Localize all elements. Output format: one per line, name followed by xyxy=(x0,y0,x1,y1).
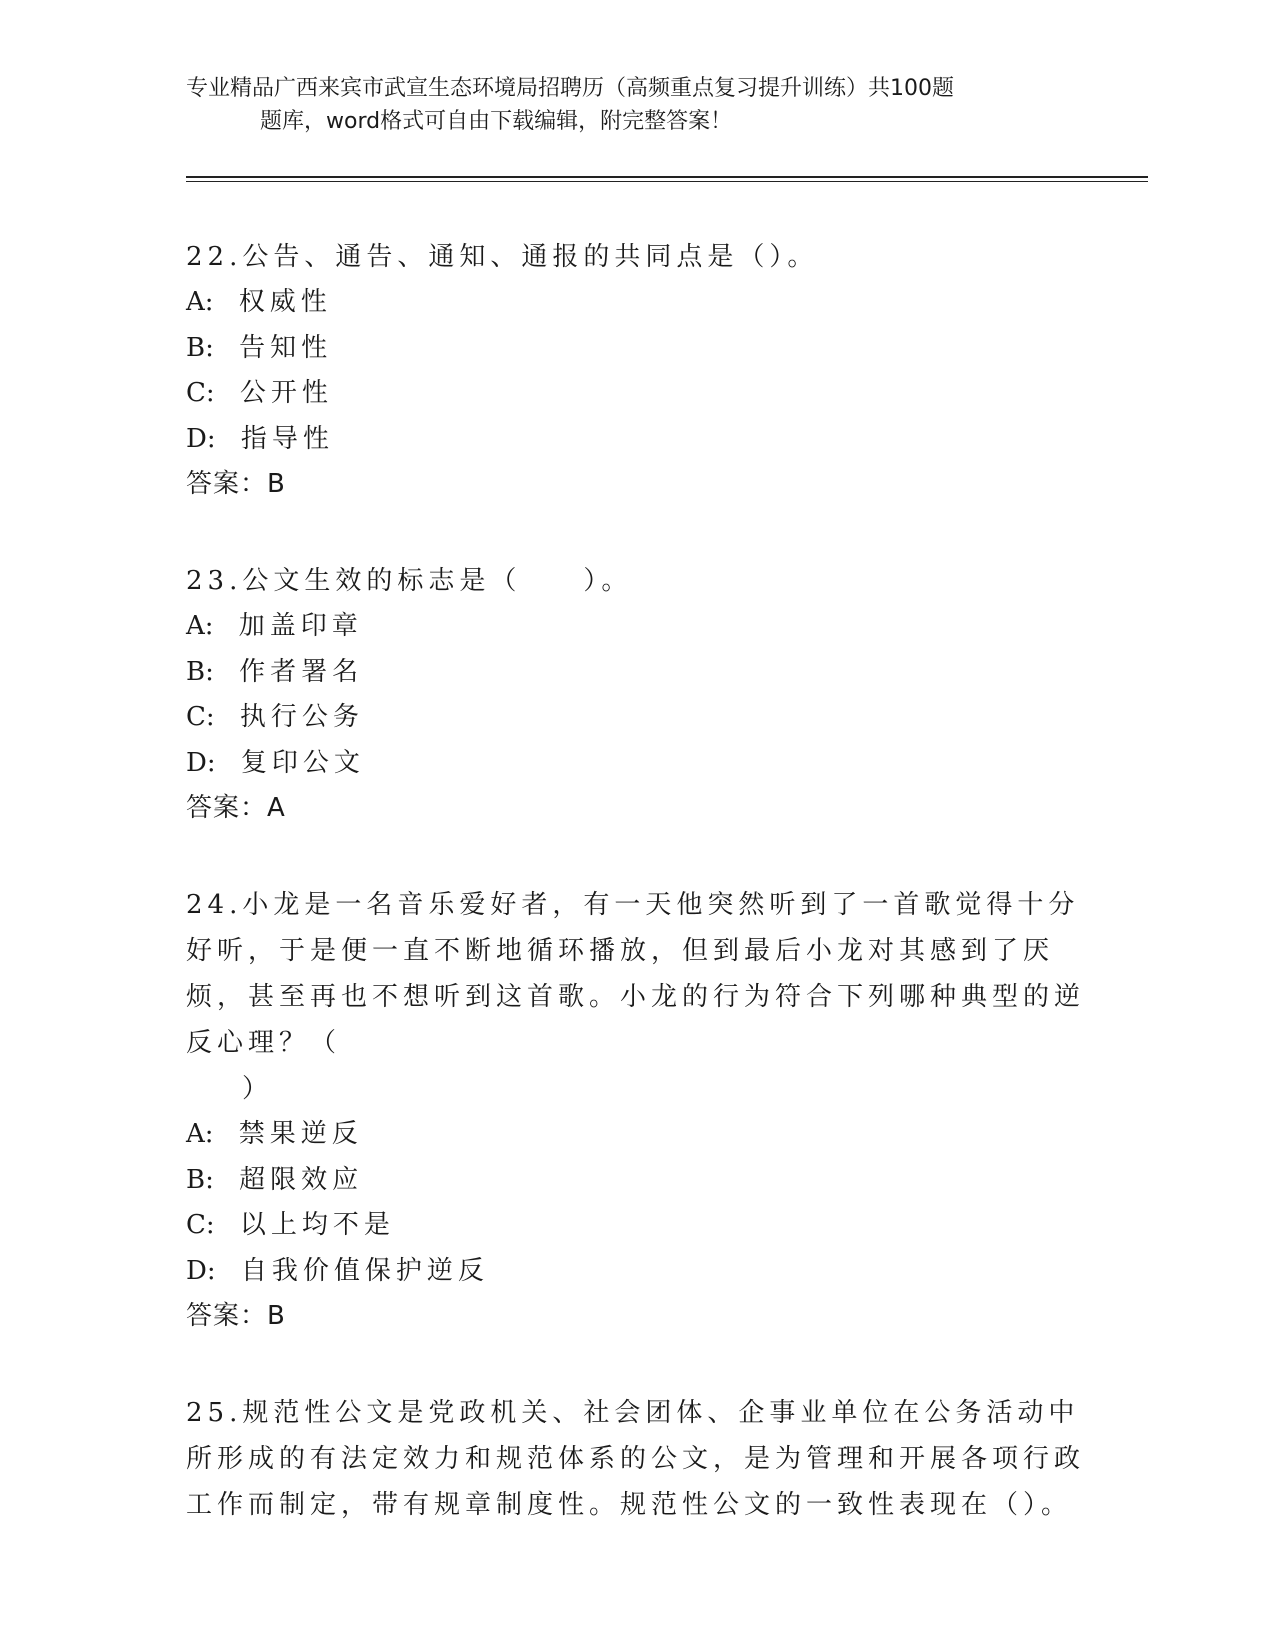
answer-line: 答案：B xyxy=(186,1301,286,1331)
option-text: 超限效应 xyxy=(239,1164,364,1195)
option-letter: B xyxy=(186,656,206,687)
option-text: 告知性 xyxy=(239,332,333,363)
option-text: 以上均不是 xyxy=(239,1210,395,1240)
option-letter: A xyxy=(186,1119,205,1149)
option-letter: B xyxy=(186,1164,206,1195)
option-text: 禁果逆反 xyxy=(238,1119,363,1149)
option-letter: C xyxy=(186,378,206,408)
option-text: 加盖印章 xyxy=(238,611,363,641)
question-stem xyxy=(186,234,1086,280)
option-a: A: 权威性 xyxy=(186,287,332,317)
option-c: C: 执行公务 xyxy=(186,702,364,732)
document-header xyxy=(186,72,1066,138)
question-stem-text: 22.公告、通告、通知、通报的共同点是（）。 xyxy=(186,242,819,272)
question-24 xyxy=(186,882,1086,1338)
question-stem-tail: ） xyxy=(242,1074,274,1104)
answer-line: 答案：B xyxy=(186,469,286,499)
option-b: B: 告知性 xyxy=(186,332,333,363)
question-stem xyxy=(186,1390,1086,1528)
question-stem xyxy=(186,558,1086,604)
option-d: D: 自我价值保护逆反 xyxy=(186,1255,489,1286)
option-b: B: 作者署名 xyxy=(186,656,364,687)
question-stem xyxy=(186,882,1086,1112)
option-letter: C xyxy=(186,702,206,732)
question-stem-text: 23.公文生效的标志是（ ）。 xyxy=(186,566,633,596)
option-letter: C xyxy=(186,1210,206,1240)
header-title-line-1: 专业精品广西来宾市武宣生态环境局招聘历（高频重点复习提升训练）共100题 xyxy=(186,76,954,101)
option-letter: A xyxy=(186,287,205,317)
header-title-line-2: 题库，word格式可自由下载编辑，附完整答案！ xyxy=(260,109,733,134)
option-letter: D xyxy=(186,1255,207,1286)
option-text: 作者署名 xyxy=(239,656,364,687)
option-c: C: 公开性 xyxy=(186,378,333,408)
question-list xyxy=(186,234,1086,1580)
header-rule-thick xyxy=(186,176,1148,178)
question-25 xyxy=(186,1390,1086,1528)
option-letter: A xyxy=(186,611,205,641)
option-d: D: 指导性 xyxy=(186,423,334,454)
option-letter: D xyxy=(186,747,207,778)
answer-line: 答案：A xyxy=(186,793,286,823)
option-text: 公开性 xyxy=(239,378,333,408)
option-c: C: 以上均不是 xyxy=(186,1210,395,1240)
option-d: D: 复印公文 xyxy=(186,747,365,778)
option-a: A: 禁果逆反 xyxy=(186,1119,363,1149)
question-22 xyxy=(186,234,1086,506)
option-letter: D xyxy=(186,423,207,454)
option-text: 指导性 xyxy=(240,423,334,454)
option-a: A: 加盖印章 xyxy=(186,611,363,641)
option-b: B: 超限效应 xyxy=(186,1164,364,1195)
option-letter: B xyxy=(186,332,206,363)
option-text: 权威性 xyxy=(238,287,332,317)
option-text: 执行公务 xyxy=(239,702,364,732)
option-text: 自我价值保护逆反 xyxy=(240,1255,489,1286)
question-stem-text: 25.规范性公文是党政机关、社会团体、企事业单位在公务活动中所形成的有法定效力和规范体系的公文，是为管理和开展各项行政工作而制定，带有规章制度性。规范性公文的一致性表现在（）。 xyxy=(186,1398,1086,1520)
header-rule-thin xyxy=(186,181,1148,182)
question-23 xyxy=(186,558,1086,830)
question-stem-text: 24.小龙是一名音乐爱好者，有一天他突然听到了一首歌觉得十分好听，于是便一直不断地循环播放，但到最后小龙对其感到了厌烦，甚至再也不想听到这首歌。小龙的行为符合下列哪种典型的逆反心理？（ xyxy=(186,890,1086,1058)
option-text: 复印公文 xyxy=(240,747,365,778)
